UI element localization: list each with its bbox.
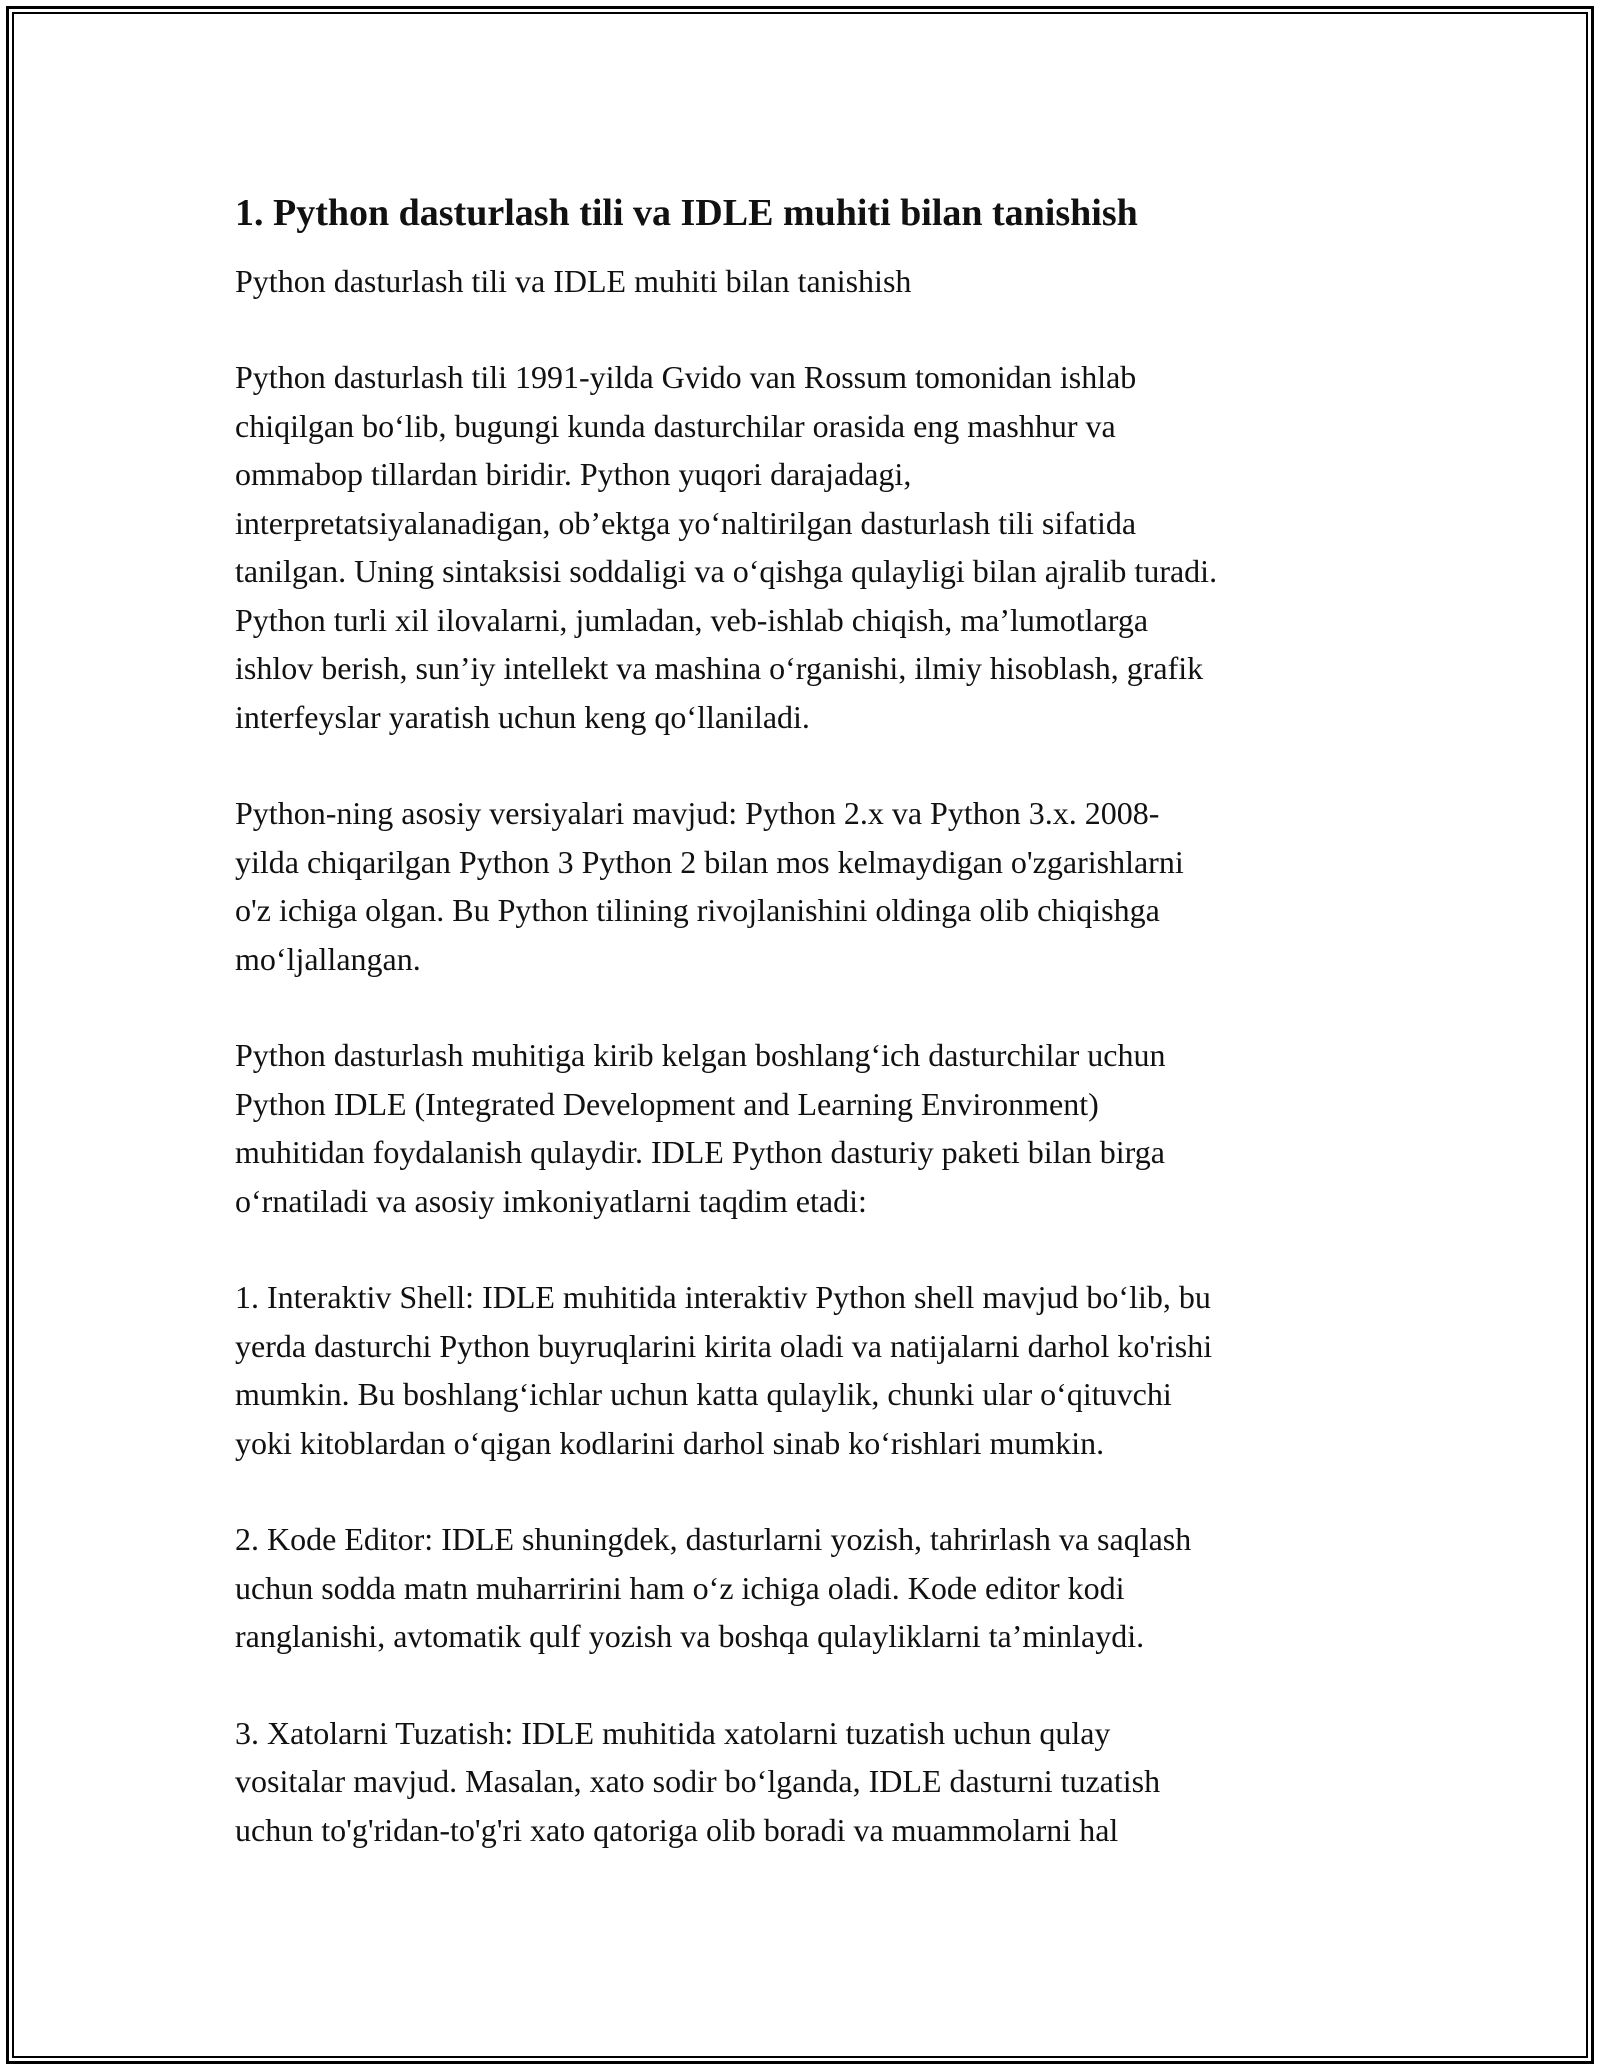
paragraph-idle-intro: Python dasturlash muhitiga kirib kelgan boshlang‘ich dasturchilar uchun Python IDLE (Integrated Development and Learning Environment) muhitidan foydalanish qulaydir. IDLE Python dasturiy paketi bilan birga o‘rnatiladi va asosiy imkoniyatlarni taqdim etadi:: [235, 1037, 1166, 1219]
section-subtitle: Python dasturlash tili va IDLE muhiti bilan tanishish: [235, 263, 912, 299]
paragraph-python-versions: Python-ning asosiy versiyalari mavjud: Python 2.x va Python 3.x. 2008- yilda chiqarilgan Python 3 Python 2 bilan mos kelmaydigan o'zgarishlarni o'z ichiga olgan. Bu Python tilining rivojlanishini oldinga olib chiqishga mo‘ljallangan.: [235, 795, 1184, 977]
document-body: [235, 186, 1370, 1854]
paragraph-python-intro: Python dasturlash tili 1991-yilda Gvido van Rossum tomonidan ishlab chiqilgan bo‘lib, bugungi kunda dasturchilar orasida eng mashhur va ommabop tillardan biridir. Python yuqori darajadagi, interpretatsiyalanadigan, ob’ektga yo‘naltirilgan dasturlash tili sifatida tanilgan. Uning sintaksisi soddaligi va o‘qishga qulayligi bilan ajralib turadi. Python turli xil ilovalarni, jumladan, veb-ishlab chiqish, ma’lumotlarga ishlov berish, sun’iy intellekt va mashina o‘rganishi, ilmiy hisoblash, grafik interfeyslar yaratish uchun keng qo‘llaniladi.: [235, 359, 1218, 735]
section-heading: 1. Python dasturlash tili va IDLE muhiti bilan tanishish: [235, 192, 1138, 234]
paragraph-debugging: 3. Xatolarni Tuzatish: IDLE muhitida xatolarni tuzatish uchun qulay vositalar mavjud. Masalan, xato sodir bo‘lganda, IDLE dasturni tuzatish uchun to'g'ridan-to'g'ri xato qatoriga olib boradi va muammolarni hal: [235, 1714, 1161, 1848]
paragraph-code-editor: 2. Kode Editor: IDLE shuningdek, dasturlarni yozish, tahrirlash va saqlash uchun sodda matn muharririni ham o‘z ichiga oladi. Kode editor kodi ranglanishi, avtomatik qulf yozish va boshqa qulayliklarni ta’minlaydi.: [235, 1521, 1192, 1654]
paragraph-interactive-shell: 1. Interaktiv Shell: IDLE muhitida interaktiv Python shell mavjud bo‘lib, bu yerda dasturchi Python buyruqlarini kirita oladi va natijalarni darhol ko'rishi mumkin. Bu boshlang‘ichlar uchun katta qulaylik, chunki ular o‘qituvchi yoki kitoblardan o‘qigan kodlarini darhol sinab ko‘rishlari mumkin.: [235, 1279, 1213, 1461]
